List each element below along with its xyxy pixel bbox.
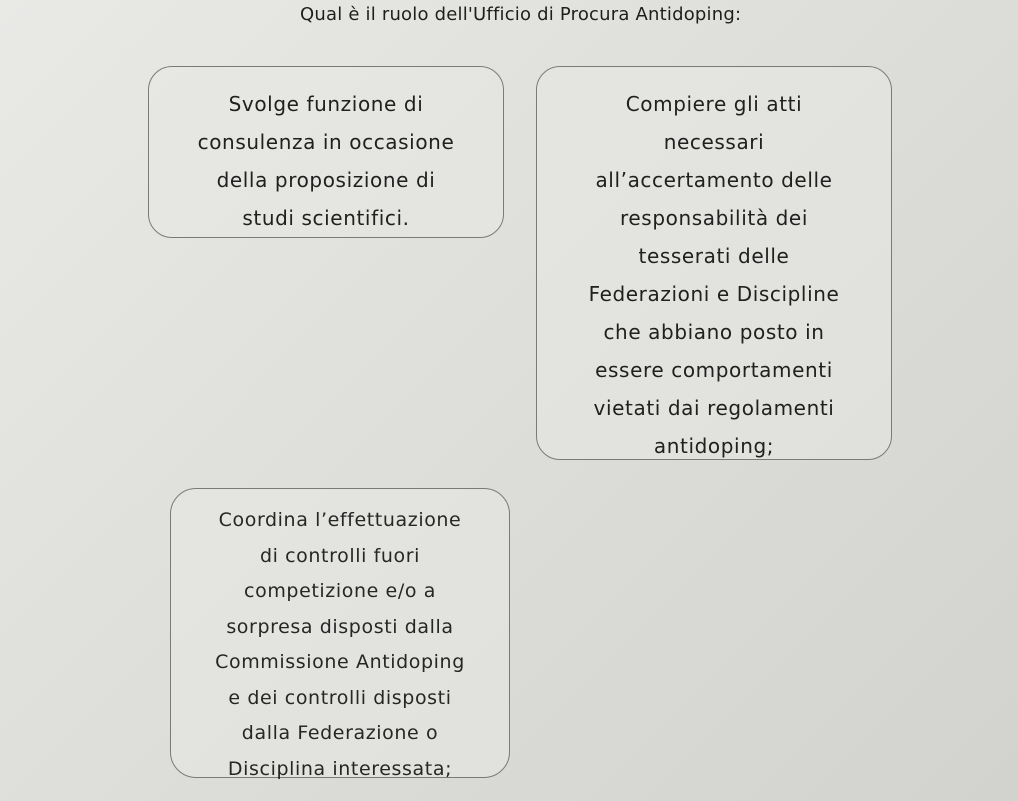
answer-option-text: Coordina l’effettuazione di controlli fuori competizione e/o a sorpresa disposti dalla Commissione Antidoping e dei controlli disposti dalla Federazione o Disciplina interessata; xyxy=(215,509,465,780)
answer-option-consulenza[interactable] xyxy=(148,66,504,238)
answer-option-controlli[interactable] xyxy=(170,488,510,778)
answer-option-text: Compiere gli atti necessari all’accertamento delle responsabilità dei tesserati delle Federazioni e Discipline che abbiano posto in essere comportamenti vietati dai regolamenti antidoping; xyxy=(588,92,840,458)
answer-option-accertamento[interactable] xyxy=(536,66,892,460)
question-title: Qual è il ruolo dell'Ufficio di Procura Antidoping: xyxy=(300,4,742,25)
answer-option-text: Svolge funzione di consulenza in occasione della proposizione di studi scientifici. xyxy=(197,92,455,230)
